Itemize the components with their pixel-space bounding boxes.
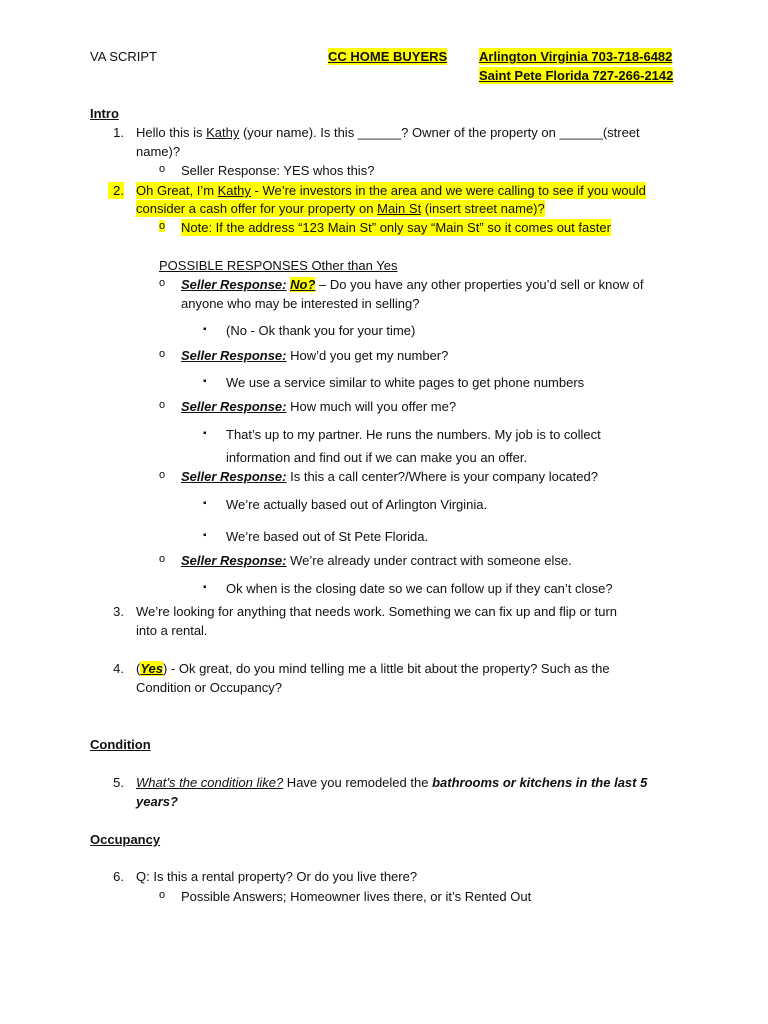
list-number: 1. [113,125,124,140]
list-item-continued: Condition or Occupancy? [136,680,282,695]
list-item: What’s the condition like? Have you remodeled the bathrooms or kitchens in the last 5 [136,775,648,790]
seller-response: Seller Response: How’d you get my number? [181,348,449,363]
note-text: Note: If the address “123 Main St” only say “Main St” so it comes out faster [181,220,611,235]
list-number: 4. [113,661,124,676]
bullet-circle-icon: o [159,163,166,175]
sub-item: Seller Response: YES whos this? [181,163,375,178]
list-item: Hello this is Kathy (your name). Is this ______? Owner of the property on ______(street [136,125,640,140]
list-item-continued: consider a cash offer for your property on Main St (insert street name)? [136,201,545,216]
list-item: Oh Great, I’m Kathy - We’re investors in the area and we were calling to see if you would [136,183,646,198]
response-answer: We use a service similar to white pages to get phone numbers [226,375,585,390]
response-answer: We’re based out of St Pete Florida. [226,529,429,544]
bullet-circle-icon: o [159,399,166,411]
response-answer: Ok when is the closing date so we can follow up if they can’t close? [226,581,613,596]
bullet-circle-icon: o [159,889,166,901]
bullet-square-icon: ▪ [203,498,207,509]
list-number: 5. [113,775,124,790]
contact-stpete: Saint Pete Florida 727-266-2142 [479,68,674,83]
seller-response: Seller Response: We’re already under contract with someone else. [181,553,572,568]
list-item-continued: years? [136,794,178,809]
possible-responses-heading: POSSIBLE RESPONSES Other than Yes [159,258,398,273]
bullet-square-icon: ▪ [203,530,207,541]
list-number: 3. [113,604,124,619]
company-name: CC HOME BUYERS [328,49,448,64]
bullet-square-icon: ▪ [203,582,207,593]
bullet-square-icon: ▪ [203,428,207,439]
bullet-circle-icon: o [159,553,166,565]
response-answer: (No - Ok thank you for your time) [226,323,416,338]
response-answer: We’re actually based out of Arlington Virginia. [226,497,488,512]
bullet-square-icon: ▪ [203,376,207,387]
section-heading-condition: Condition [90,737,151,752]
bullet-circle-icon: o [159,348,166,360]
list-number: 6. [113,869,124,884]
list-item: Q: Is this a rental property? Or do you live there? [136,869,418,884]
section-heading-occupancy: Occupancy [90,832,161,847]
list-item: (Yes) - Ok great, do you mind telling me a little bit about the property? Such as the [136,661,610,676]
list-number: 2. [108,182,124,199]
section-heading-intro: Intro [90,106,119,121]
list-item: We’re looking for anything that needs work. Something we can fix up and flip or turn [136,604,618,619]
seller-response: Seller Response: No? – Do you have any other properties you’d sell or know of [181,277,644,292]
seller-response: Seller Response: How much will you offer me? [181,399,457,414]
response-answer: That’s up to my partner. He runs the numbers. My job is to collect [226,427,601,442]
seller-response-continued: anyone who may be interested in selling? [181,296,420,311]
list-item-continued: name)? [136,144,181,159]
list-item-continued: into a rental. [136,623,208,638]
sub-item: Possible Answers; Homeowner lives there, or it’s Rented Out [181,889,532,904]
bullet-circle-icon: o [159,220,166,232]
seller-response: Seller Response: Is this a call center?/Where is your company located? [181,469,598,484]
response-answer-continued: information and find out if we can make you an offer. [226,450,528,465]
contact-arlington: Arlington Virginia 703-718-6482 [479,49,673,64]
bullet-circle-icon: o [159,469,166,481]
doc-title: VA SCRIPT [90,49,157,64]
bullet-square-icon: ▪ [203,324,207,335]
bullet-circle-icon: o [159,277,166,289]
